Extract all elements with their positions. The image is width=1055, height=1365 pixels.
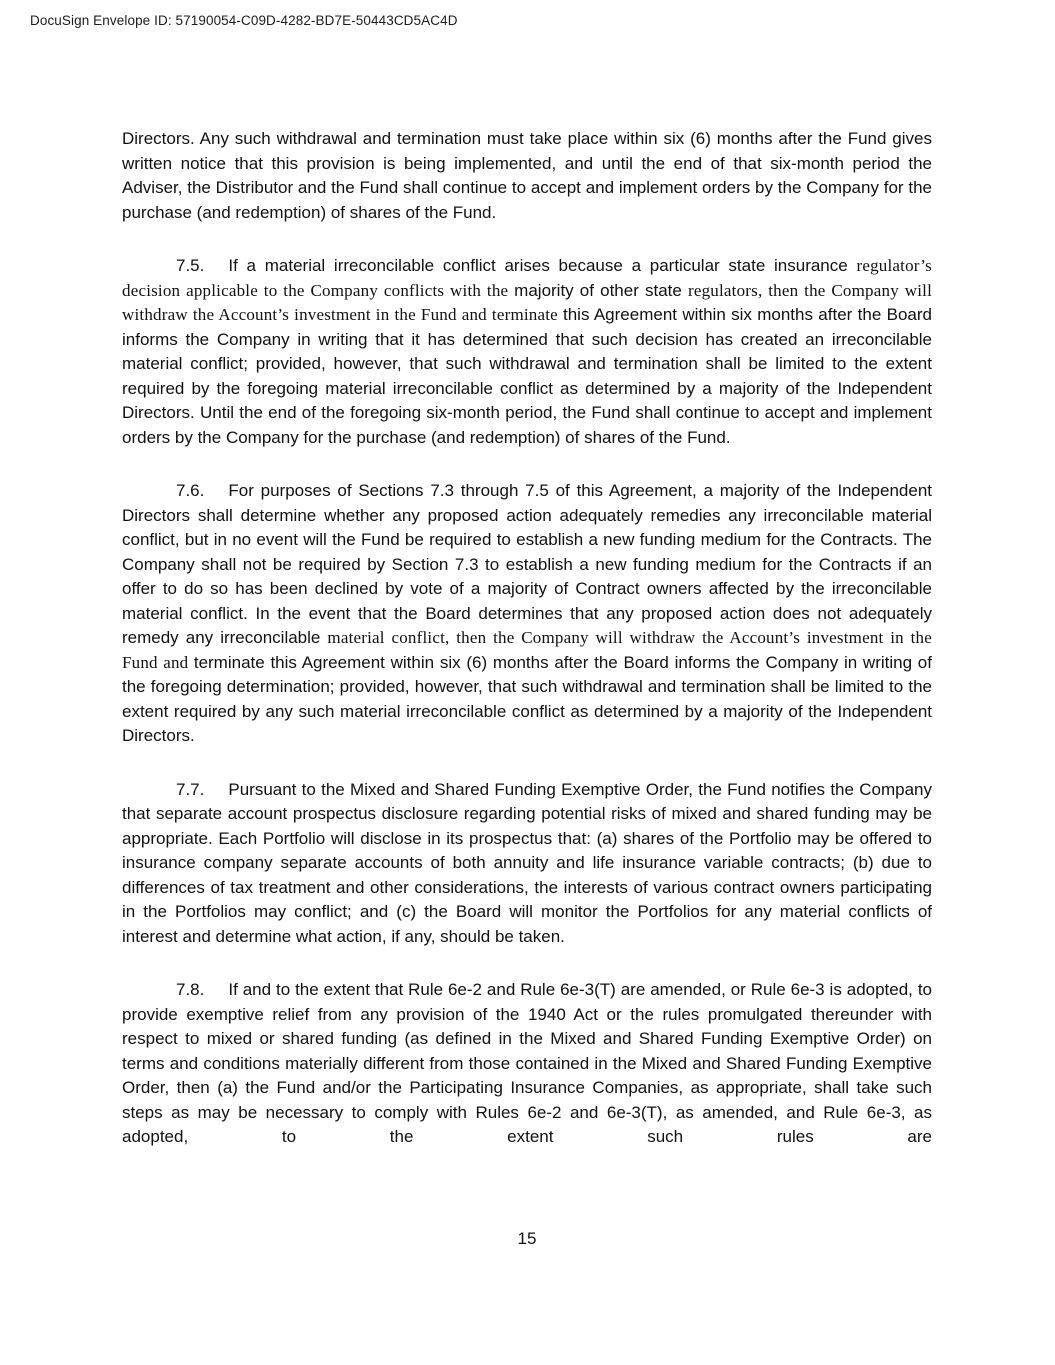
- text-segment: Pursuant to the Mixed and Shared Funding Exemptive Order, the Fund notifies the Company that separate account prospectus disclosure regarding potential risks of mixed and shared funding may be appropriate. Each Portfolio will disclose in its prospectus that: (a) shares of the Portfolio may be offered to insurance company separate accounts of both annuity and life insurance variable contracts; (b) due to differences of tax treatment and other considerations, the interests of various contract owners participating in the Portfolios may conflict; and (c) the Board will monitor the Portfolios for any material conflicts of interest and determine what action, if any, should be taken.: [122, 779, 932, 946]
- text-segment: regulator’s decision applicable to the Company conflicts with the: [122, 256, 932, 300]
- text-segment: If a material irreconcilable conflict arises because a particular state insurance: [228, 256, 857, 275]
- text-segment: regulators, then the Company will withdraw the Account’s investment in the Fund and terminate: [122, 280, 932, 324]
- text-segment: terminate this Agreement within six (6) months after the Board informs the Company in writing of the foregoing determination; provided, however, that such withdrawal and termination shall be limited to the extent required by any such material irreconcilable conflict as determined by a majority of the Independent Directors.: [122, 652, 932, 745]
- section-7-6: [122, 479, 932, 749]
- text-segment: If and to the extent that Rule 6e-2 and Rule 6e-3(T) are amended, or Rule 6e-3 is adopted, to provide exemptive relief from any provision of the 1940 Act or the rules promulgated thereunder with respect to mixed or shared funding (as defined in the Mixed and Shared Funding Exemptive Order) on terms and conditions materially different from those contained in the Mixed and Shared Funding Exemptive Order, then (a) the Fund and/or the Participating Insurance Companies, as appropriate, shall take such steps as may be necessary to comply with Rules 6e-2 and 6e-3(T), as amended, and Rule 6e-3, as adopted, to the extent such rules are: [122, 980, 932, 1146]
- document-body: [122, 127, 932, 1150]
- section-7-8: [122, 978, 932, 1150]
- section-number: 7.6.: [176, 481, 205, 500]
- text-segment: material conflict, then the Company will withdraw the Account’s investment in the Fund and: [122, 628, 933, 672]
- text-segment: Directors. Any such withdrawal and termination must take place within six (6) months after the Fund gives written notice that this provision is being implemented, and until the end of that six-month period the Adviser, the Distributor and the Fund shall continue to accept and implement orders by the Company for the purchase (and redemption) of shares of the Fund.: [122, 129, 932, 222]
- section-7-7: [122, 778, 932, 950]
- docusign-envelope-id: DocuSign Envelope ID: 57190054-C09D-4282-BD7E-50443CD5AC4D: [30, 13, 458, 28]
- text-segment: majority of other state: [514, 280, 688, 300]
- paragraph-continuation: [122, 127, 932, 225]
- section-number: 7.5.: [176, 256, 205, 275]
- section-number: 7.8.: [176, 980, 205, 999]
- section-7-5: [122, 254, 932, 450]
- text-segment: For purposes of Sections 7.3 through 7.5 of this Agreement, a majority of the Independent Directors shall determine whether any proposed action adequately remedies any irreconcilable material conflict, but in no event will the Fund be required to establish a new funding medium for the Contracts. The Company shall not be required by Section 7.3 to establish a new funding medium for the Contracts if an offer to do so has been declined by vote of a majority of Contract owners affected by the irreconcilable material conflict. In the event that the Board determines that any proposed action does not adequately remedy any irreconcilable: [122, 481, 932, 647]
- section-number: 7.7.: [176, 779, 205, 799]
- text-segment: this Agreement within six months after the Board informs the Company in writing that it has determined that such decision has created an irreconcilable material conflict; provided, however, that such withdrawal and termination shall be limited to the extent required by the foregoing material irreconcilable conflict as determined by a majority of the Independent Directors. Until the end of the foregoing six-month period, the Fund shall continue to accept and implement orders by the Company for the purchase (and redemption) of shares of the Fund.: [122, 305, 932, 447]
- page-number: 15: [517, 1229, 537, 1248]
